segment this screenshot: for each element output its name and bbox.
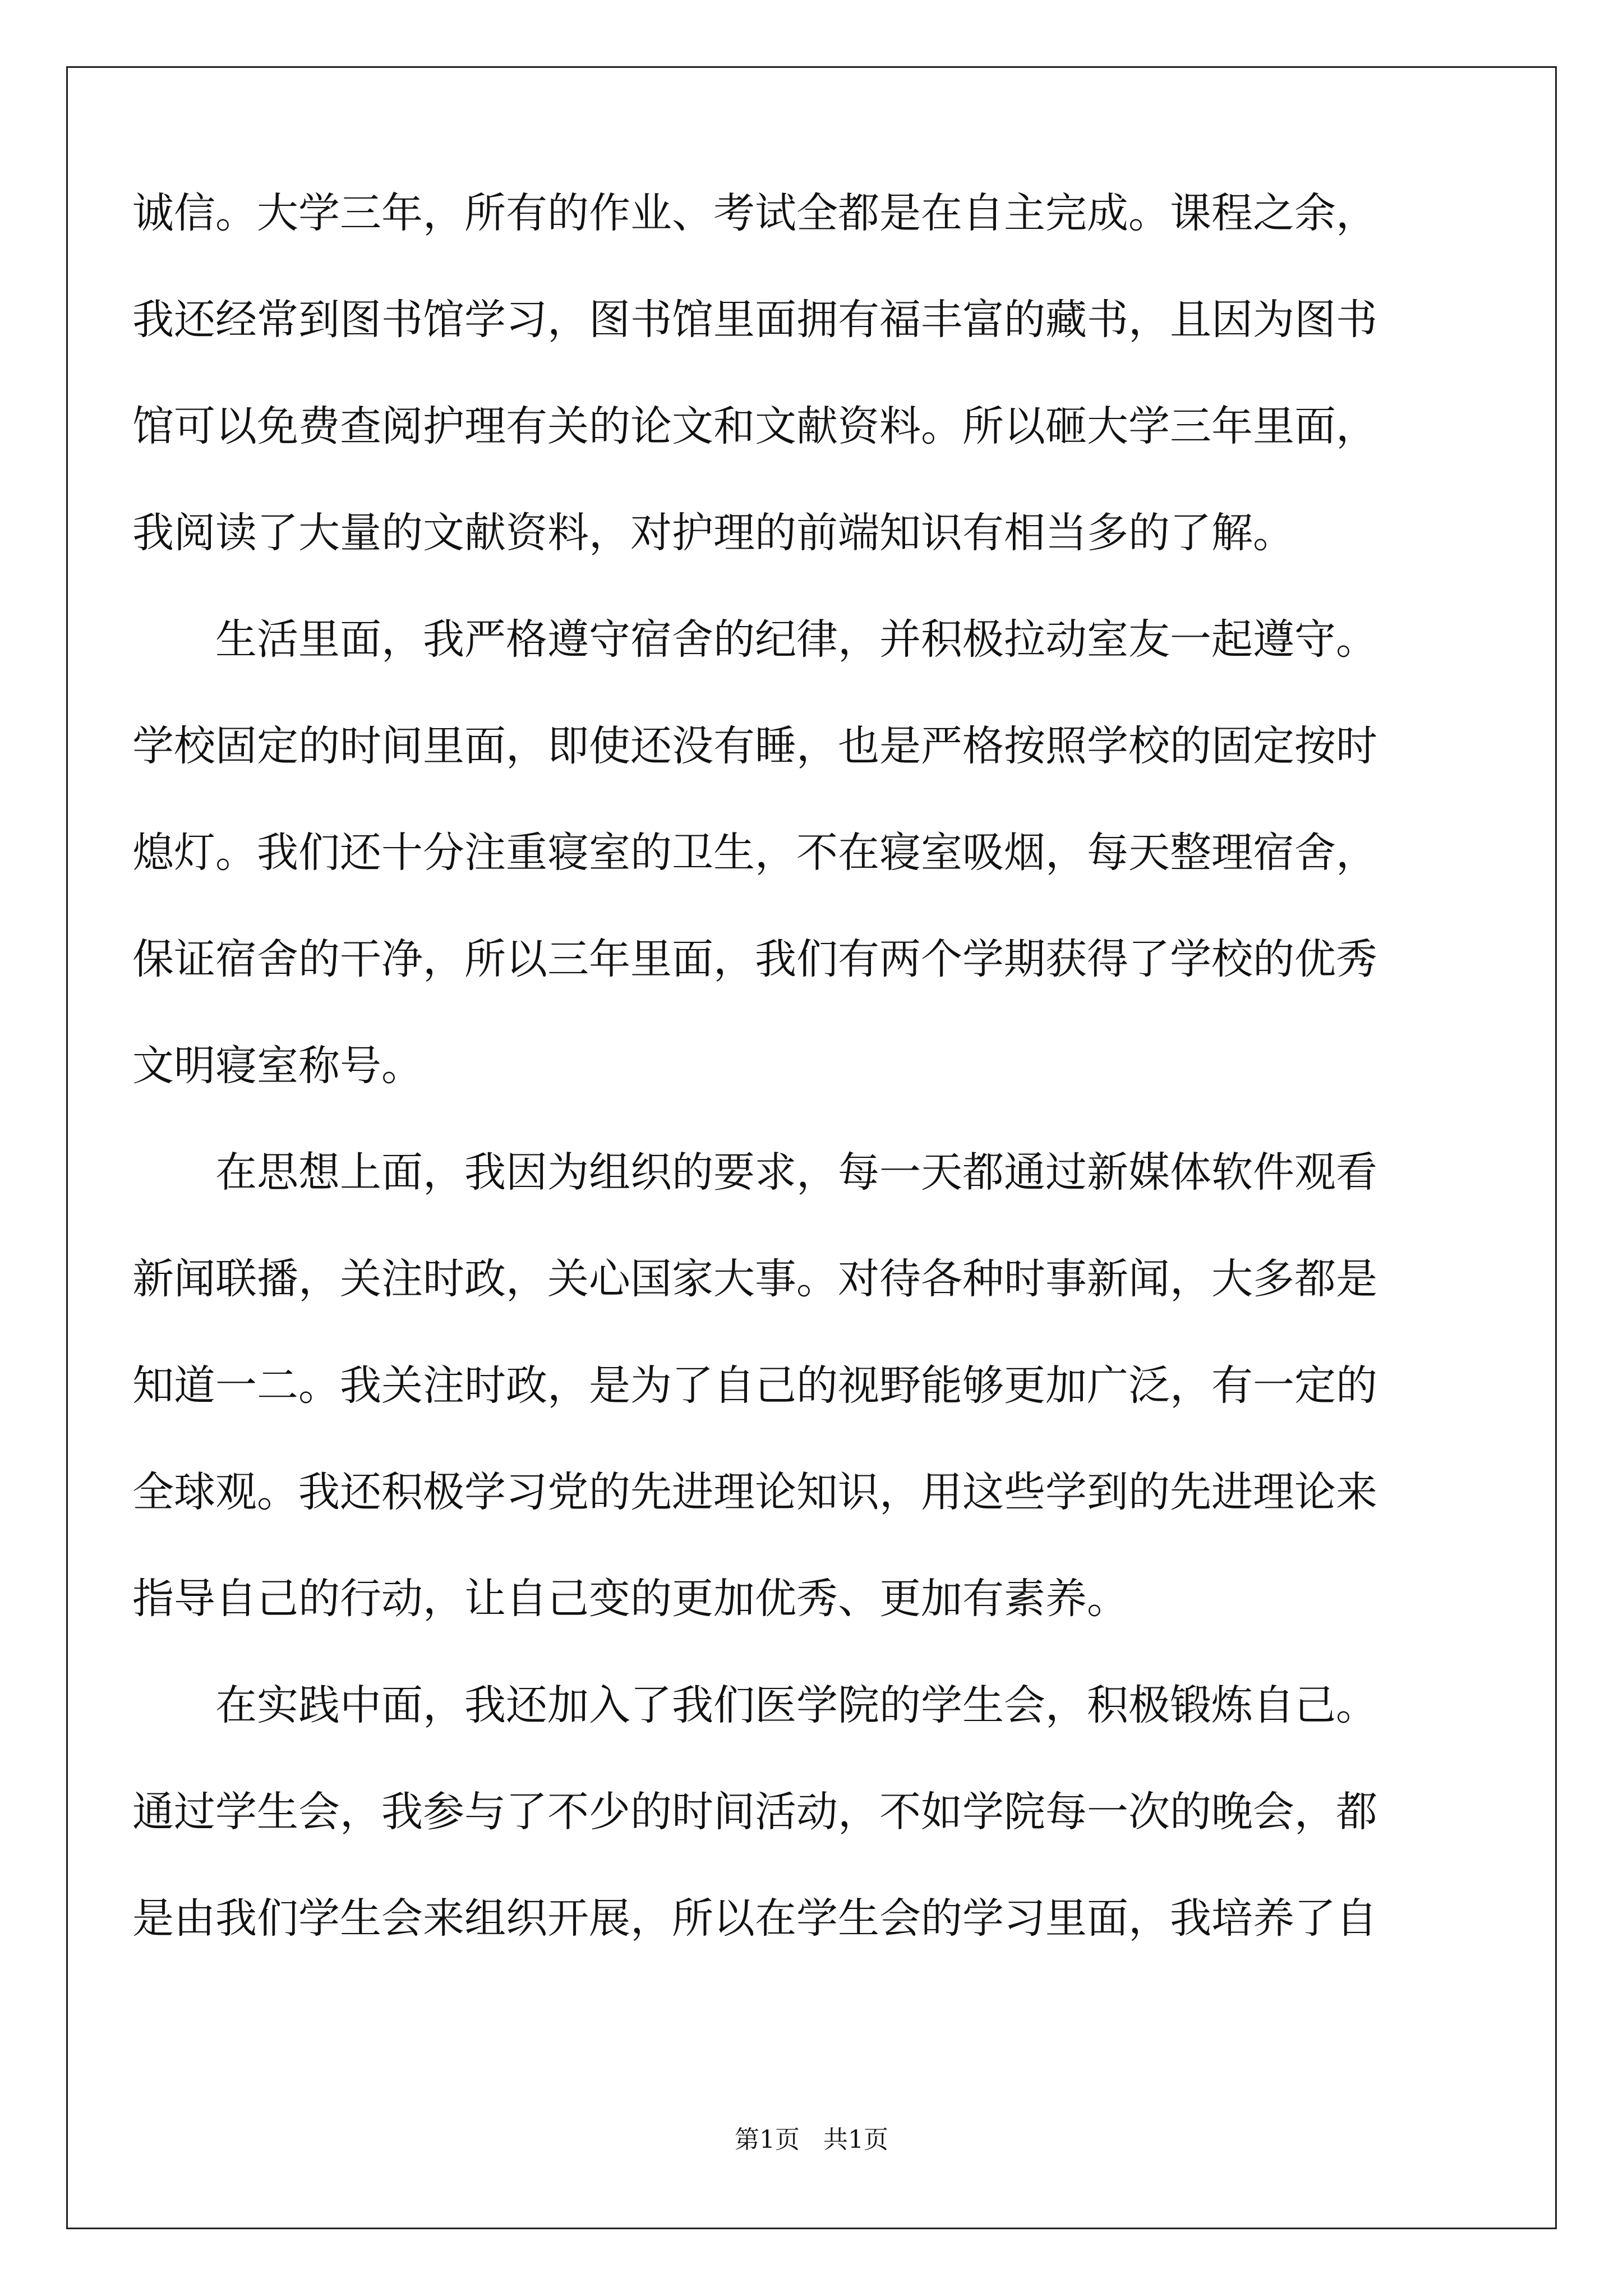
text-line: 生活里面，我严格遵守宿舍的纪律，并积极拉动室友一起遵守。 bbox=[132, 615, 1377, 664]
text-line: 文明寝室称号。 bbox=[132, 1042, 423, 1090]
text-line: 指导自己的行动，让自己变的更加优秀、更加有素养。 bbox=[132, 1575, 1128, 1623]
text-line: 在实践中面，我还加入了我们医学院的学生会，积极锻炼自己。 bbox=[132, 1681, 1377, 1729]
text-line: 知道一二。我关注时政，是为了自己的视野能够更加广泛，有一定的 bbox=[132, 1361, 1377, 1410]
text-line: 保证宿舍的干净，所以三年里面，我们有两个学期获得了学校的优秀 bbox=[132, 935, 1377, 983]
text-line: 我阅读了大量的文献资料，对护理的前端知识有相当多的了解。 bbox=[132, 509, 1294, 557]
document-body bbox=[132, 160, 1439, 1972]
text-line: 学校固定的时间里面，即使还没有睡，也是严格按照学校的固定按时 bbox=[132, 722, 1377, 770]
text-line: 通过学生会，我参与了不少的时间活动，不如学院每一次的晚会，都 bbox=[132, 1788, 1377, 1836]
text-line: 新闻联播，关注时政，关心国家大事。对待各种时事新闻，大多都是 bbox=[132, 1255, 1377, 1303]
text-line: 诚信。大学三年，所有的作业、考试全都是在自主完成。课程之余， bbox=[132, 189, 1377, 237]
page-number-footer: 第1页 共1页 bbox=[735, 2125, 888, 2154]
text-line: 我还经常到图书馆学习，图书馆里面拥有福丰富的藏书，且因为图书 bbox=[132, 296, 1377, 344]
text-line: 馆可以免费查阅护理有关的论文和文献资料。所以砸大学三年里面， bbox=[132, 402, 1377, 450]
text-line: 熄灯。我们还十分注重寝室的卫生，不在寝室吸烟，每天整理宿舍， bbox=[132, 829, 1377, 877]
text-line: 全球观。我还积极学习党的先进理论知识，用这些学到的先进理论来 bbox=[132, 1468, 1377, 1516]
text-line: 在思想上面，我因为组织的要求，每一天都通过新媒体软件观看 bbox=[132, 1148, 1377, 1197]
text-line: 是由我们学生会来组织开展，所以在学生会的学习里面，我培养了自 bbox=[132, 1894, 1377, 1943]
